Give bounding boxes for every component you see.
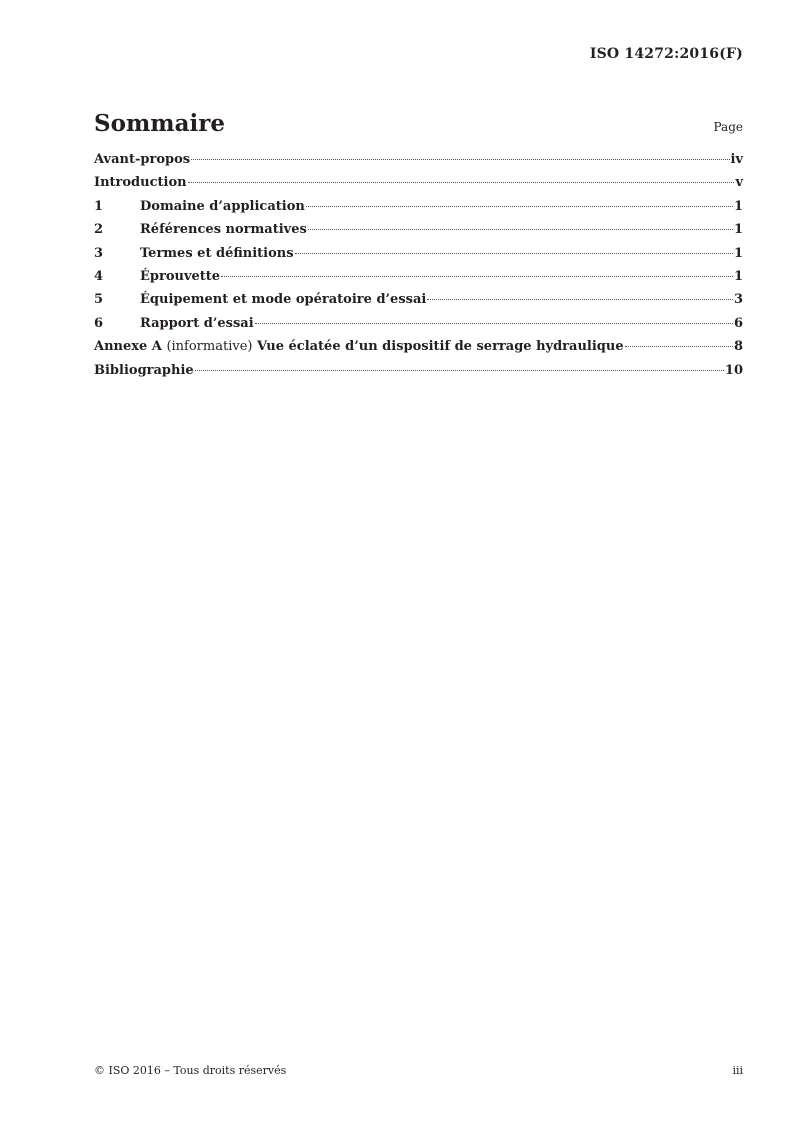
dot-leader [191, 159, 729, 160]
toc-entry-introduction[interactable] [94, 175, 743, 198]
footer-page-number: iii [732, 1064, 743, 1077]
toc-entry-label: Termes et définitions [140, 245, 294, 261]
toc-entry-label: Équipement et mode opératoire d’essai [140, 292, 427, 308]
toc-entry-number: 2 [94, 222, 104, 238]
toc-entry-number: 6 [94, 315, 104, 331]
toc-entry-label: Éprouvette [140, 268, 221, 284]
toc-entry-page: 1 [733, 245, 743, 261]
page-column-label: Page [713, 120, 743, 134]
toc-entry-number: 5 [94, 292, 104, 308]
toc-entry-label: Avant-propos [94, 152, 191, 167]
dot-leader [308, 229, 733, 230]
toc-entry-annexe-a[interactable] [94, 339, 743, 362]
annex-note: (informative) [166, 339, 253, 355]
toc-entry-page: v [735, 175, 743, 191]
toc-list [94, 152, 743, 386]
toc-entry-avant-propos[interactable] [94, 152, 743, 175]
toc-entry-label: Références normatives [140, 222, 307, 238]
toc-entry-equipement-mode-operatoire[interactable] [94, 292, 743, 315]
toc-entry-termes-definitions[interactable] [94, 246, 743, 269]
toc-entry-page: iv [730, 152, 743, 167]
document-id: ISO 14272:2016(F) [589, 46, 743, 62]
toc-entry-domaine-application[interactable] [94, 199, 743, 222]
toc-entry-number: 3 [94, 245, 104, 261]
toc-entry-rapport-essai[interactable] [94, 316, 743, 339]
toc-entry-eprouvette[interactable] [94, 269, 743, 292]
toc-entry-number: 1 [94, 198, 104, 214]
toc-entry-label: Bibliographie [94, 362, 194, 378]
toc-entry-bibliographie[interactable] [94, 363, 743, 386]
annex-title: Vue éclatée d’un dispositif de serrage hydraulique [257, 339, 624, 355]
toc-entry-label [94, 339, 624, 354]
dot-leader [188, 182, 735, 183]
toc-entry-label: Domaine d’application [140, 198, 305, 214]
dot-leader [255, 323, 733, 324]
footer-copyright: © ISO 2016 – Tous droits réservés [94, 1064, 287, 1077]
toc-entry-page: 8 [733, 339, 743, 355]
annex-prefix: Annexe A [94, 339, 162, 355]
toc-entry-label: Rapport d’essai [140, 315, 254, 331]
dot-leader [306, 206, 733, 207]
dot-leader [625, 346, 733, 347]
toc-entry-page: 10 [724, 362, 743, 378]
dot-leader [221, 276, 733, 277]
toc-entry-page: 1 [733, 268, 743, 284]
toc-entry-page: 6 [733, 315, 743, 331]
toc-header [94, 110, 743, 137]
toc-entry-page: 3 [733, 292, 743, 308]
toc-entry-references-normatives[interactable] [94, 222, 743, 245]
toc-entry-number: 4 [94, 268, 104, 284]
toc-entry-label: Introduction [94, 175, 187, 191]
toc-title: Sommaire [94, 110, 226, 137]
dot-leader [195, 370, 724, 371]
toc-entry-page: 1 [733, 222, 743, 238]
dot-leader [295, 253, 733, 254]
dot-leader [427, 299, 733, 300]
toc-entry-page: 1 [733, 198, 743, 214]
